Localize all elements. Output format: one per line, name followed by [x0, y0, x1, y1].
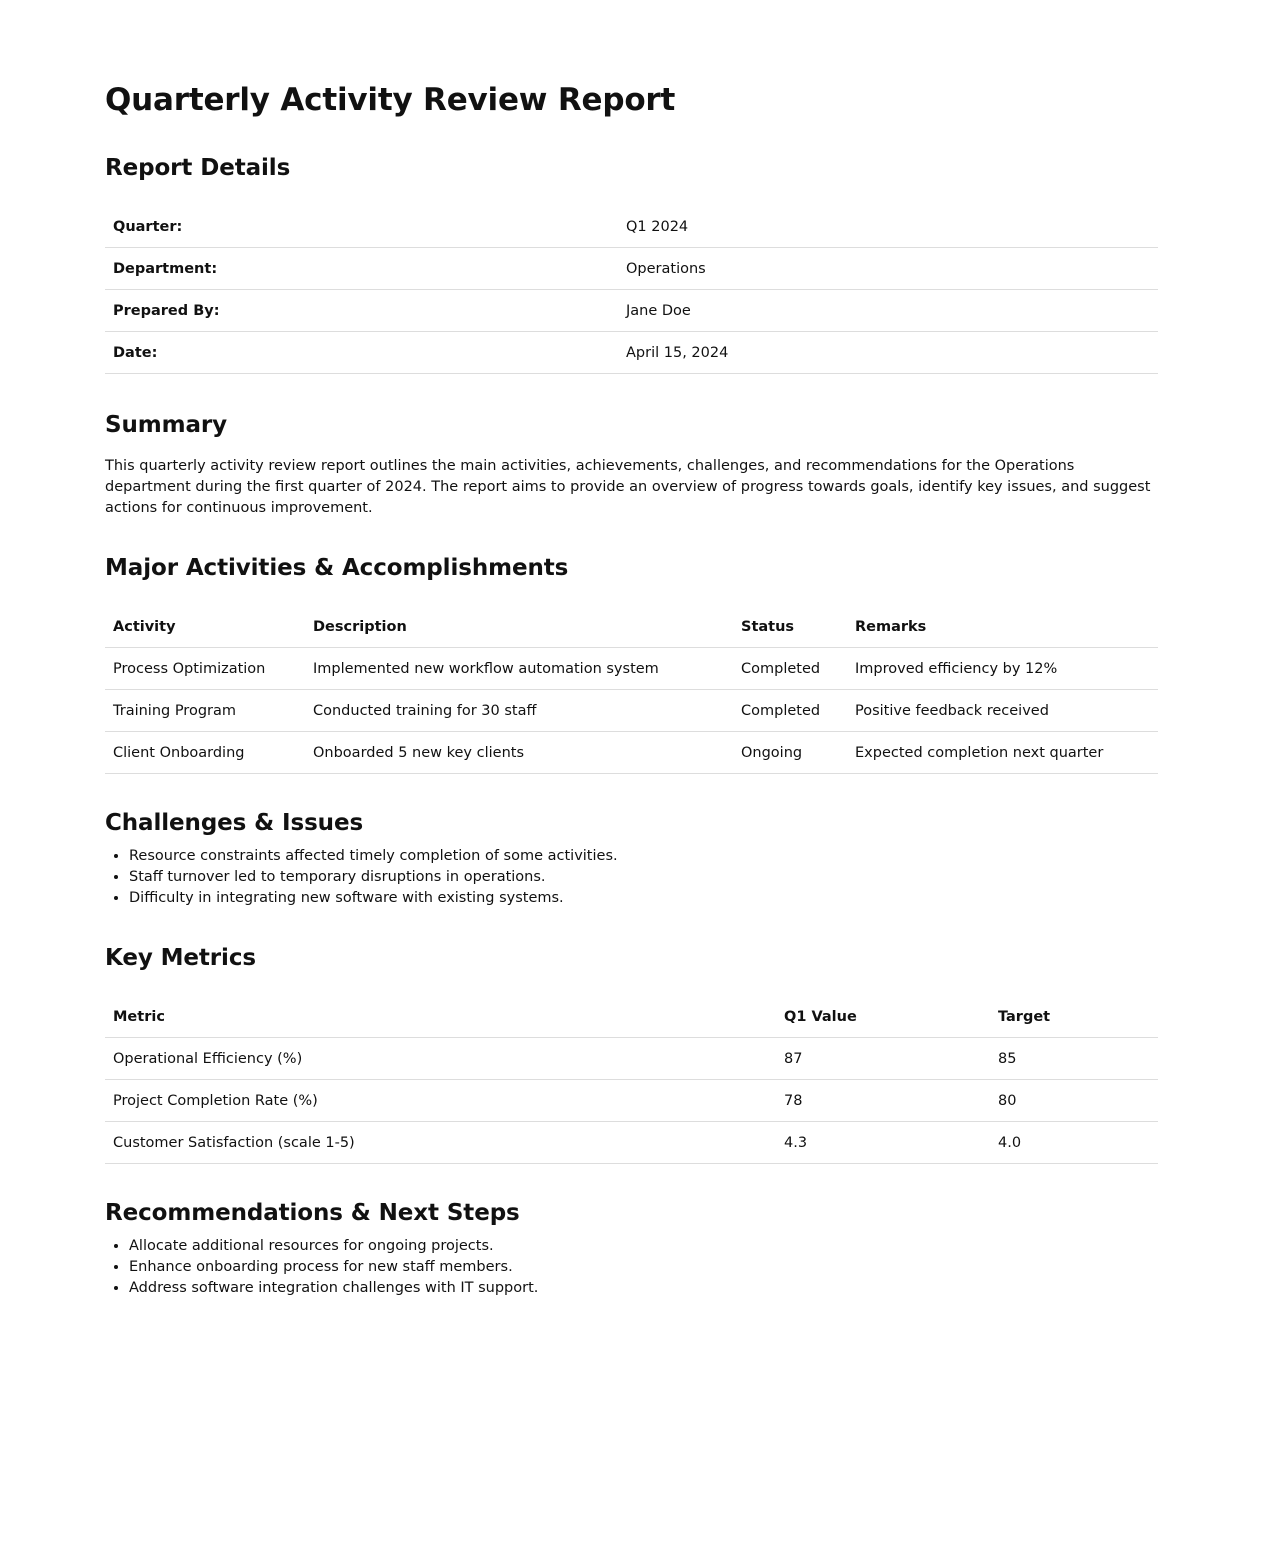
activities-heading: Major Activities & Accomplishments	[105, 555, 569, 581]
column-header-target: Target	[990, 996, 1158, 1038]
report-details-table	[105, 206, 1158, 374]
table-row	[105, 1038, 1158, 1080]
status-cell: Completed	[733, 648, 847, 690]
table-row	[105, 732, 1158, 774]
table-row	[105, 1122, 1158, 1164]
activities-table	[105, 606, 1158, 774]
detail-value: Jane Doe	[618, 290, 1158, 332]
remarks-cell: Expected completion next quarter	[847, 732, 1158, 774]
detail-label: Prepared By:	[105, 290, 618, 332]
report-details-heading: Report Details	[105, 155, 291, 181]
activity-cell: Training Program	[105, 690, 305, 732]
detail-value: Q1 2024	[618, 206, 1158, 248]
remarks-cell: Positive feedback received	[847, 690, 1158, 732]
recommendations-heading: Recommendations & Next Steps	[105, 1200, 520, 1226]
detail-value: April 15, 2024	[618, 332, 1158, 374]
column-header-activity: Activity	[105, 606, 305, 648]
detail-label: Quarter:	[105, 206, 618, 248]
table-row	[105, 1080, 1158, 1122]
table-row	[105, 648, 1158, 690]
list-item: • Allocate additional resources for ongoing projects.	[129, 1236, 1158, 1257]
metric-cell: Operational Efficiency (%)	[105, 1038, 776, 1080]
table-row	[105, 690, 1158, 732]
table-row	[105, 248, 1158, 290]
column-header-metric: Metric	[105, 996, 776, 1038]
metric-cell: Project Completion Rate (%)	[105, 1080, 776, 1122]
q1-value-cell: 87	[776, 1038, 990, 1080]
column-header-remarks: Remarks	[847, 606, 1158, 648]
activity-cell: Client Onboarding	[105, 732, 305, 774]
q1-value-cell: 4.3	[776, 1122, 990, 1164]
detail-value: Operations	[618, 248, 1158, 290]
page-title: Quarterly Activity Review Report	[105, 82, 676, 118]
list-item: • Difficulty in integrating new software with existing systems.	[129, 888, 1158, 909]
activity-cell: Process Optimization	[105, 648, 305, 690]
table-row	[105, 290, 1158, 332]
list-item: • Address software integration challenges with IT support.	[129, 1278, 1158, 1299]
table-row	[105, 332, 1158, 374]
metrics-table	[105, 996, 1158, 1164]
summary-paragraph: This quarterly activity review report outlines the main activities, achievements, challenges, and recommendations for the Operations department during the first quarter of 2024. The report aims to provide an overview of progress towards goals, identify key issues, and suggest actions for continuous improvement.	[105, 458, 1151, 516]
column-header-description: Description	[305, 606, 733, 648]
remarks-cell: Improved efficiency by 12%	[847, 648, 1158, 690]
column-header-status: Status	[733, 606, 847, 648]
status-cell: Ongoing	[733, 732, 847, 774]
summary-heading: Summary	[105, 412, 228, 438]
description-cell: Implemented new workflow automation system	[305, 648, 733, 690]
recommendations-list	[105, 1236, 1158, 1299]
description-cell: Conducted training for 30 staff	[305, 690, 733, 732]
target-cell: 85	[990, 1038, 1158, 1080]
status-cell: Completed	[733, 690, 847, 732]
q1-value-cell: 78	[776, 1080, 990, 1122]
report-page	[105, 0, 1158, 1299]
detail-label: Date:	[105, 332, 618, 374]
table-header-row	[105, 996, 1158, 1038]
detail-label: Department:	[105, 248, 618, 290]
column-header-q1-value: Q1 Value	[776, 996, 990, 1038]
challenges-heading: Challenges & Issues	[105, 810, 364, 836]
target-cell: 4.0	[990, 1122, 1158, 1164]
table-row	[105, 206, 1158, 248]
table-header-row	[105, 606, 1158, 648]
metric-cell: Customer Satisfaction (scale 1-5)	[105, 1122, 776, 1164]
list-item: • Staff turnover led to temporary disruptions in operations.	[129, 867, 1158, 888]
target-cell: 80	[990, 1080, 1158, 1122]
list-item: • Resource constraints affected timely completion of some activities.	[129, 846, 1158, 867]
challenges-list	[105, 846, 1158, 909]
list-item: • Enhance onboarding process for new staff members.	[129, 1257, 1158, 1278]
description-cell: Onboarded 5 new key clients	[305, 732, 733, 774]
metrics-heading: Key Metrics	[105, 945, 256, 971]
